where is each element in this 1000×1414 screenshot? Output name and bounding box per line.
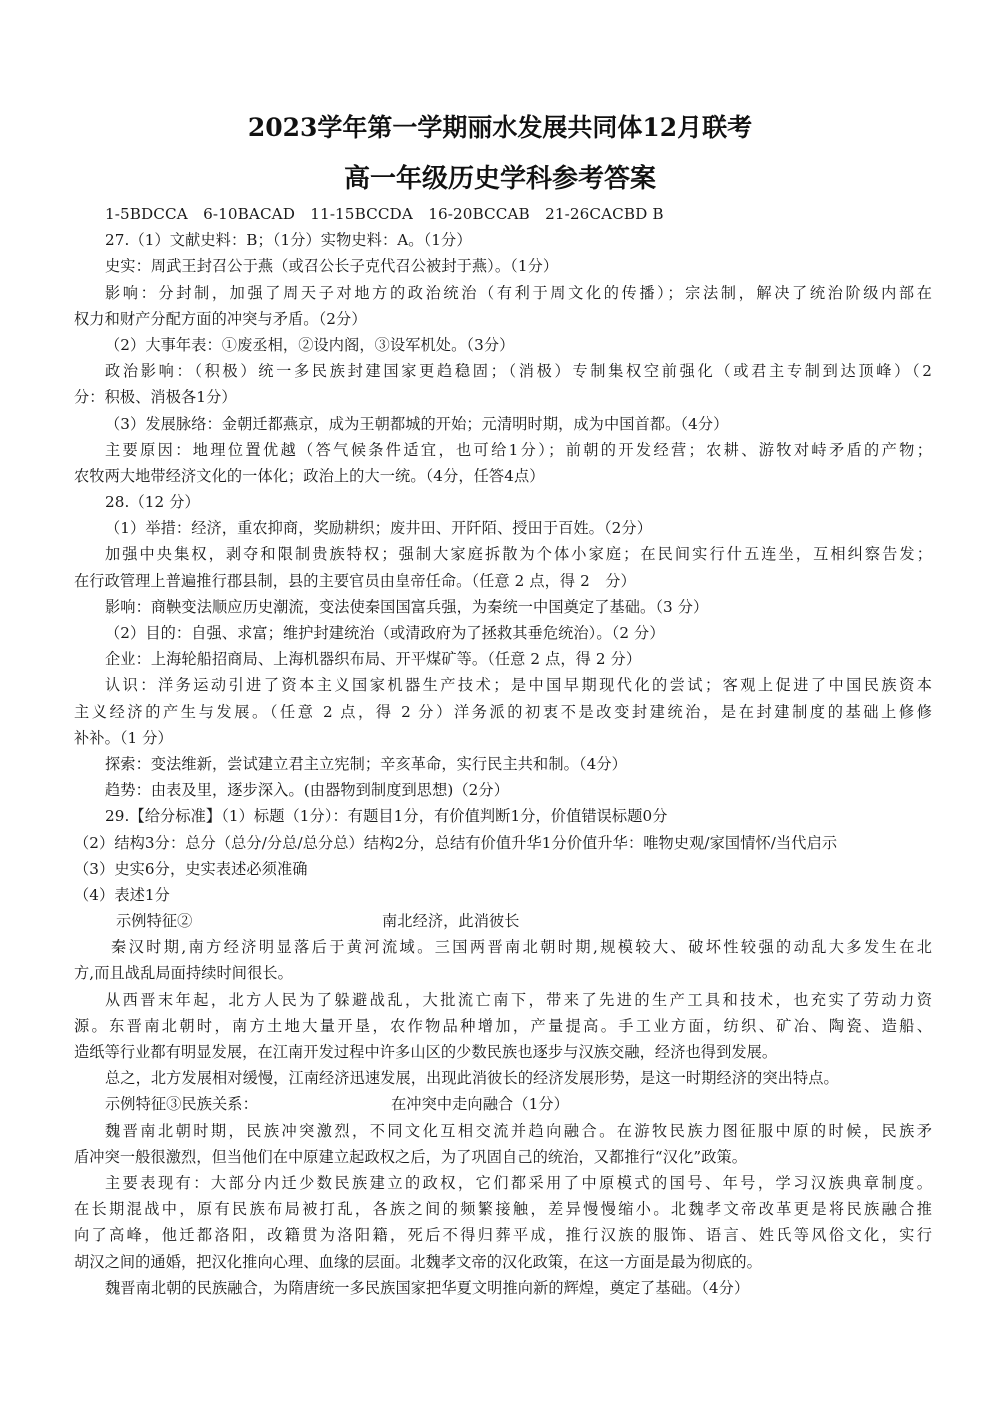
q28-line: 趋势：由表及里，逐步深入。(由器物到制度到思想)（2分） — [105, 781, 510, 800]
example2-line: 秦汉时期,南方经济明显落后于黄河流域。三国两晋南北朝时期,规模较大、破坏性较强的动乱大多发生在北 — [111, 938, 932, 957]
example2-line: 源。东晋南北朝时，南方土地大量开垦，农作物品种增加，产量提高。手工业方面，纺织、矿冶、陶瓷、造船、 — [74, 1016, 932, 1035]
q27-line: 权力和财产分配方面的冲突与矛盾。（2分） — [74, 309, 367, 328]
choice-answers: 1-5BDCCA 6-10BACAD 11-15BCCDA 16-20BCCAB 21-26CACBD B — [105, 205, 664, 223]
example3-title: 在冲突中走向融合（1分） — [391, 1095, 569, 1114]
q28-line: 认识：洋务运动引进了资本主义国家机器生产技术；是中国早期现代化的尝试；客观上促进了中国民族资本 — [105, 676, 932, 695]
example2-heading — [74, 908, 932, 934]
example2-line: 从西晋末年起，北方人民为了躲避战乱，大批流亡南下，带来了先进的生产工具和技术，也充实了劳动力资 — [105, 990, 932, 1009]
example3-line: 向了高峰，他迁都洛阳，改籍贯为洛阳籍，死后不得归葬平成，推行汉族的服饰、语言、姓氏等风俗文化，实行 — [74, 1226, 932, 1245]
example2-label: 示例特征② — [116, 912, 193, 931]
q27-line: 史实：周武王封召公于燕（或召公长子克代召公被封于燕）。（1分） — [105, 257, 559, 276]
example3-line: 盾冲突一般很激烈，但当他们在中原建立起政权之后，为了巩固自己的统治，又都推行“汉化”政策。 — [74, 1147, 748, 1166]
example2-line: 总之，北方发展相对缓慢，江南经济迅速发展，出现此消彼长的经济发展形势，是这一时期经济的突出特点。 — [105, 1069, 839, 1088]
answer-key-title: 高一年级历史学科参考答案 — [343, 164, 656, 194]
q29-standard: 29.【给分标准】（1）标题（1分）：有题目1分，有价值判断1分，价值错误标题0分 — [105, 807, 668, 826]
q28-line: 加强中央集权，剥夺和限制贵族特权；强制大家庭拆散为个体小家庭；在民间实行什五连坐，互相纠察告发； — [105, 545, 932, 564]
q27-line: 农牧两大地带经济文化的一体化；政治上的大一统。（4分，任答4点） — [74, 466, 545, 485]
q27-line: 27.（1）文献史料：B；（1分）实物史料：A。（1分） — [105, 231, 472, 250]
example3-heading — [74, 1091, 932, 1117]
example3-label: 示例特征③民族关系： — [105, 1095, 258, 1114]
q28-line: 在行政管理上普遍推行郡县制，县的主要官员由皇帝任命。（任意 2 点，得 2 分） — [74, 571, 636, 590]
q29-expression: （4）表述1分 — [74, 885, 170, 904]
example2-line: 造纸等行业都有明显发展，在江南开发过程中许多山区的少数民族也逐步与汉族交融，经济也得到发展。 — [74, 1043, 778, 1061]
q28-line: 主义经济的产生与发展。（任意 2 点，得 2 分）洋务派的初衷不是改变封建统治，是在封建制度的基础上修修 — [74, 702, 932, 721]
q28-line: （1）举措：经济，重农抑商，奖励耕织；废井田、开阡陌、授田于百姓。（2分） — [105, 519, 652, 538]
example3-line: 主要表现有：大部分内迁少数民族建立的政权，它们都采用了中原模式的国号、年号，学习汉族典章制度。 — [105, 1173, 932, 1192]
answer-body — [74, 201, 932, 1301]
q28-line: 探索：变法维新，尝试建立君主立宪制；辛亥革命，实行民主共和制。（4分） — [105, 754, 627, 773]
example3-line: 魏晋南北朝的民族融合，为隋唐统一多民族国家把华夏文明推向新的辉煌，奠定了基础。（4分） — [105, 1278, 750, 1297]
q28-line: 28.（12 分） — [105, 493, 200, 512]
q29-facts: （3）史实6分，史实表述必须准确 — [74, 859, 308, 878]
q29-structure: （2）结构3分：总分（总分/分总/总分总）结构2分，总结有价值升华1分价值升华：唯物史观/家国情怀/当代启示 — [74, 833, 838, 852]
q28-line: 补补。（1 分） — [74, 728, 173, 747]
q27-line: 主要原因：地理位置优越（答气候条件适宜，也可给1分）；前朝的开发经营；农耕、游牧对峙矛盾的产物； — [105, 440, 932, 459]
q28-line: 企业：上海轮船招商局、上海机器织布局、开平煤矿等。（任意 2 点，得 2 分） — [105, 650, 642, 669]
example2-title: 南北经济，此消彼长 — [382, 912, 520, 931]
q28-line: 影响：商鞅变法顺应历史潮流，变法使秦国国富兵强，为秦统一中国奠定了基础。（3 分） — [105, 597, 709, 616]
q28-line: （2）目的：自强、求富；维护封建统治（或清政府为了拯救其垂危统治）。（2 分） — [105, 624, 665, 642]
q27-line: （2）大事年表：①废丞相，②设内阁，③设军机处。（3分） — [105, 335, 515, 354]
example3-line: 胡汉之间的通婚，把汉化推向心理、血缘的层面。北魏孝文帝的汉化政策，在这一方面是最为彻底的。 — [74, 1252, 762, 1271]
example3-line: 魏晋南北朝时期，民族冲突激烈，不同文化互相交流并趋向融合。在游牧民族力图征服中原的时候，民族矛 — [105, 1121, 932, 1140]
q27-line: 分：积极、消极各1分） — [74, 388, 237, 407]
q27-line: （3）发展脉络：金朝迁都燕京，成为王朝都城的开始；元清明时期，成为中国首都。（4分） — [105, 414, 729, 433]
example2-line: 方,而且战乱局面持续时间很长。 — [74, 964, 293, 983]
q27-line: 政治影响：（积极）统一多民族封建国家更趋稳固；（消极）专制集权空前强化（或君主专制到达顶峰）（2 — [105, 362, 932, 381]
example3-line: 在长期混战中，原有民族布局被打乱，各族之间的频繁接触，差异慢慢缩小。北魏孝文帝改革更是将民族融合推 — [74, 1200, 932, 1219]
exam-title: 2023学年第一学期丽水发展共同体12月联考 — [247, 113, 753, 142]
q27-line: 影响：分封制，加强了周天子对地方的政治统治（有利于周文化的传播）；宗法制，解决了统治阶级内部在 — [105, 283, 932, 302]
